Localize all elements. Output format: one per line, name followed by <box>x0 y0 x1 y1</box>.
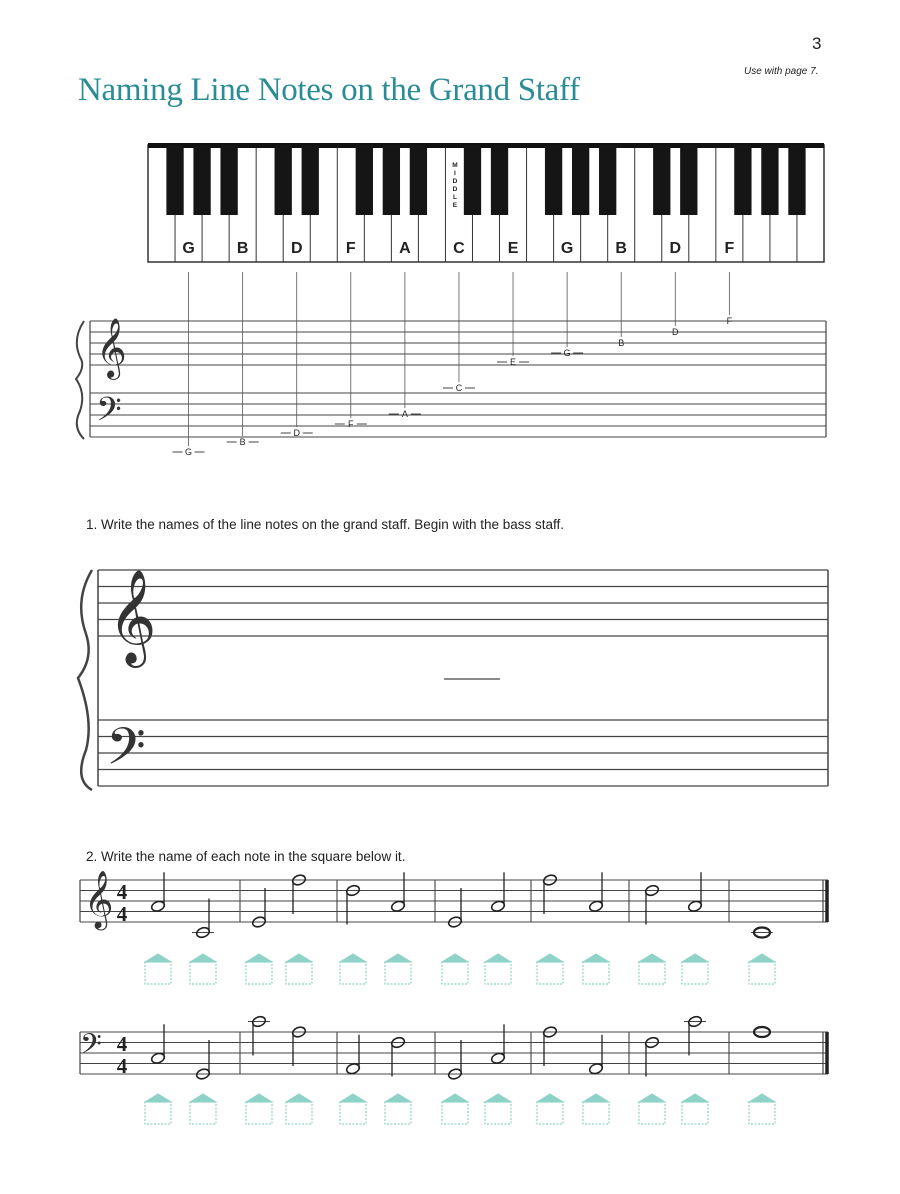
answer-box <box>485 1102 511 1124</box>
answer-box-roof <box>442 954 468 962</box>
answer-box <box>385 1102 411 1124</box>
answer-box <box>485 962 511 984</box>
answer-box <box>286 1102 312 1124</box>
answer-box-roof <box>537 954 563 962</box>
diagram-note-label: A <box>401 409 408 419</box>
answer-box-roof <box>385 954 411 962</box>
diagram-note-label: E <box>510 357 517 367</box>
key-label-b: B <box>615 240 627 257</box>
keyboard-top-bar <box>148 143 824 148</box>
middle-c-label-letter: D <box>452 178 458 185</box>
answer-box <box>340 962 366 984</box>
answer-box <box>246 962 272 984</box>
answer-box <box>639 1102 665 1124</box>
diagram-note-label: G <box>185 447 193 457</box>
answer-box <box>190 962 216 984</box>
answer-box-roof <box>246 954 272 962</box>
answer-box-roof <box>583 1094 609 1102</box>
answer-box <box>537 962 563 984</box>
answer-box-roof <box>749 954 775 962</box>
answer-box-roof <box>749 1094 775 1102</box>
black-key <box>220 145 237 215</box>
use-with-note: Use with page 7. <box>744 66 819 77</box>
black-key <box>464 145 481 215</box>
brace <box>76 321 84 439</box>
treble-clef-icon: 𝄞 <box>84 870 114 928</box>
answer-box <box>340 1102 366 1124</box>
answer-box-roof <box>682 1094 708 1102</box>
black-key <box>788 145 805 215</box>
key-label-f: F <box>345 240 356 257</box>
key-label-b: B <box>236 240 249 257</box>
answer-box-roof <box>583 954 609 962</box>
answer-box-roof <box>190 1094 216 1102</box>
answer-box <box>190 1102 216 1124</box>
exercise1-grand-staff <box>78 569 828 790</box>
black-key <box>761 145 778 215</box>
answer-box-roof <box>537 1094 563 1102</box>
answer-box <box>749 1102 775 1124</box>
grand-staff-diagram <box>76 272 826 457</box>
black-key <box>734 145 751 215</box>
diagram-note-label: C <box>455 383 463 393</box>
answer-box-roof <box>442 1094 468 1102</box>
time-signature-top: 4 <box>116 880 128 904</box>
middle-c-label-letter: D <box>452 186 458 193</box>
diagram-note-label: D <box>293 428 300 438</box>
answer-box-roof <box>286 1094 312 1102</box>
keyboard-frame <box>148 145 824 262</box>
page-title: Naming Line Notes on the Grand Staff <box>78 72 580 108</box>
diagram-note-label: B <box>618 338 625 348</box>
answer-box-roof <box>340 1094 366 1102</box>
exercise2-staves <box>80 870 828 1124</box>
answer-box <box>682 962 708 984</box>
black-key <box>545 145 562 215</box>
answer-box-roof <box>639 1094 665 1102</box>
answer-box <box>246 1102 272 1124</box>
answer-box-roof <box>485 1094 511 1102</box>
black-key <box>653 145 670 215</box>
answer-box-roof <box>246 1094 272 1102</box>
answer-box <box>537 1102 563 1124</box>
brace <box>78 570 92 790</box>
middle-c-label-letter: I <box>454 170 456 177</box>
black-key <box>356 145 373 215</box>
black-key <box>572 145 589 215</box>
middle-c-label-letter: E <box>452 202 458 209</box>
answer-box <box>286 962 312 984</box>
bass-clef-icon: 𝄢 <box>106 716 146 789</box>
answer-box <box>145 962 171 984</box>
answer-box-roof <box>145 1094 171 1102</box>
black-key <box>166 145 183 215</box>
black-key <box>680 145 697 215</box>
key-label-c: C <box>453 240 465 257</box>
key-label-f: F <box>724 240 735 257</box>
answer-box <box>442 1102 468 1124</box>
answer-box-roof <box>190 954 216 962</box>
bass-clef-icon: 𝄢 <box>96 391 122 437</box>
answer-box-roof <box>682 954 708 962</box>
key-label-d: D <box>290 240 303 257</box>
answer-box-roof <box>145 954 171 962</box>
answer-box-roof <box>340 954 366 962</box>
middle-c-label-letter: L <box>452 194 457 201</box>
key-label-g: G <box>560 240 574 257</box>
time-signature-top: 4 <box>116 1032 128 1056</box>
treble-clef-icon: 𝄞 <box>108 569 157 664</box>
black-key <box>193 145 210 215</box>
time-signature-bottom: 4 <box>116 902 128 926</box>
exercise2-instruction: 2. Write the name of each note in the square below it. <box>86 849 406 864</box>
answer-box <box>682 1102 708 1124</box>
diagram-note-label: G <box>563 348 571 358</box>
black-key <box>491 145 508 215</box>
page-number: 3 <box>812 34 822 53</box>
answer-box <box>583 1102 609 1124</box>
diagram-note-label: D <box>672 327 679 337</box>
key-label-e: E <box>507 240 519 257</box>
answer-box <box>583 962 609 984</box>
time-signature-bottom: 4 <box>116 1054 128 1078</box>
bass-clef-icon: 𝄢 <box>80 1028 102 1068</box>
key-label-d: D <box>669 240 682 257</box>
answer-box-roof <box>286 954 312 962</box>
black-key <box>383 145 400 215</box>
key-label-g: G <box>182 240 195 257</box>
black-key <box>302 145 319 215</box>
key-label-a: A <box>399 240 411 257</box>
black-key <box>410 145 427 215</box>
answer-box-roof <box>639 954 665 962</box>
diagram-note-label: F <box>348 419 354 429</box>
answer-box <box>442 962 468 984</box>
answer-box-roof <box>385 1094 411 1102</box>
diagram-note-label: F <box>726 316 733 326</box>
exercise1-instruction: 1. Write the names of the line notes on the grand staff. Begin with the bass staff. <box>86 517 565 532</box>
black-key <box>275 145 292 215</box>
piano-keyboard <box>148 143 824 262</box>
answer-box <box>145 1102 171 1124</box>
answer-box <box>385 962 411 984</box>
answer-box <box>749 962 775 984</box>
answer-box <box>639 962 665 984</box>
treble-clef-icon: 𝄞 <box>96 318 127 378</box>
answer-box-roof <box>485 954 511 962</box>
black-key <box>599 145 616 215</box>
diagram-note-label: B <box>239 437 246 447</box>
middle-c-label-letter: M <box>452 162 458 169</box>
